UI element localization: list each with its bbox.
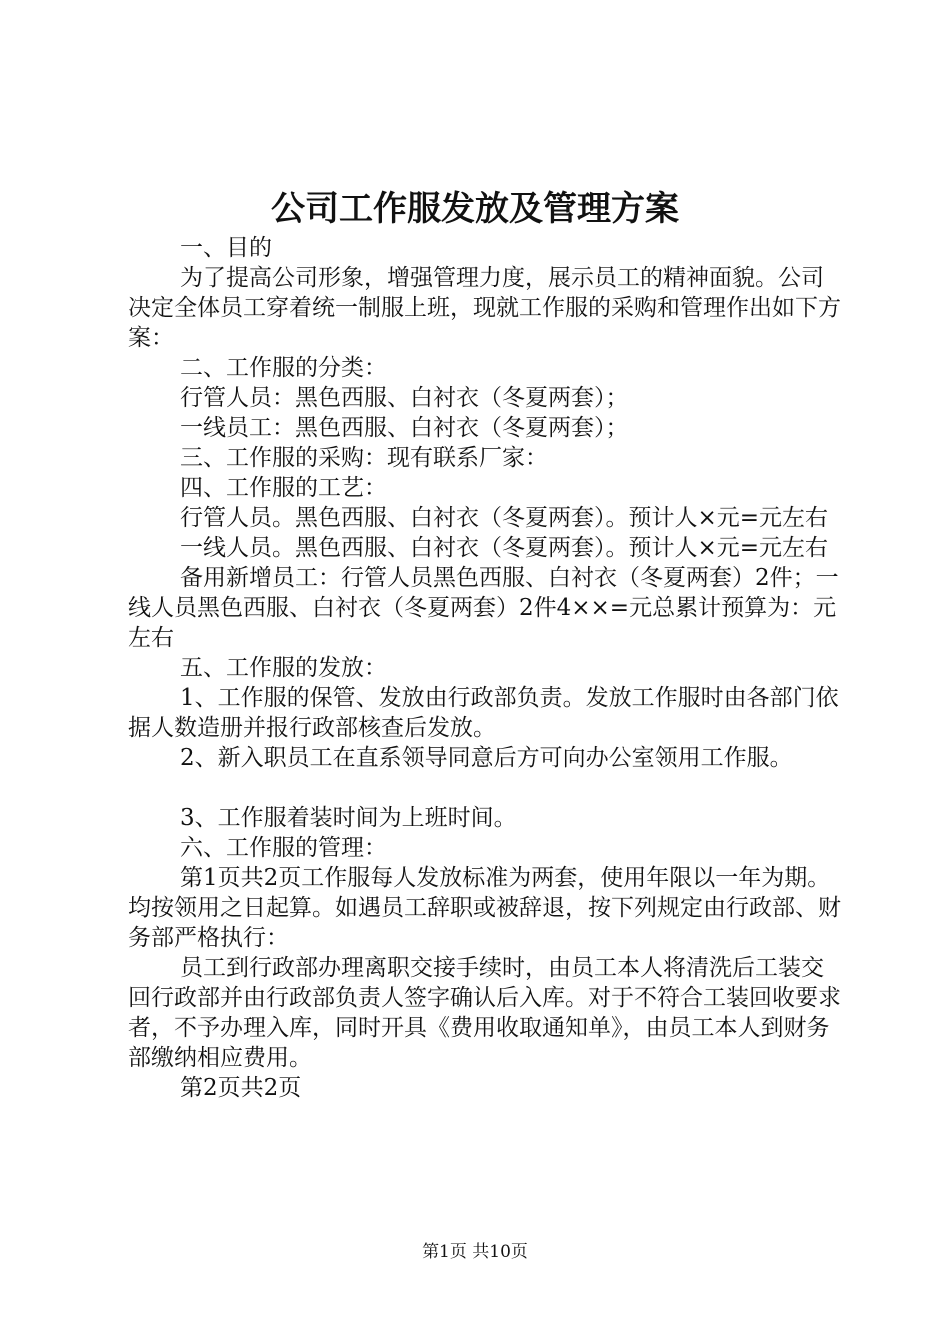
paragraph-frontline-budget: 一线人员。黑色西服、白衬衣（冬夏两套）。预计人×元=元左右	[180, 535, 829, 561]
paragraph-management-standard: 第1页共2页工作服每人发放标准为两套，使用年限以一年为期。均按领用之日起算。如遇员工辞职或被辞退，按下列规定由行政部、财务部严格执行：	[128, 865, 841, 951]
section-heading-craft: 四、工作服的工艺：	[180, 475, 387, 501]
page-footer: 第1页 共10页	[422, 1242, 528, 1262]
blank-line	[128, 773, 843, 803]
paragraph-admin-budget: 行管人员。黑色西服、白衬衣（冬夏两套）。预计人×元=元左右	[180, 505, 829, 531]
document-body	[128, 233, 843, 1103]
paragraph-admin-staff: 行管人员：黑色西服、白衬衣（冬夏两套）；	[180, 385, 629, 411]
paragraph-distribution-2: 2、新入职员工在直系领导同意后方可向办公室领用工作服。	[180, 745, 793, 771]
section-heading-distribution: 五、工作服的发放：	[180, 655, 387, 681]
section-heading-purpose: 一、目的	[180, 235, 272, 261]
paragraph-reserve-budget: 备用新增员工：行管人员黑色西服、白衬衣（冬夏两套）2件；一线人员黑色西服、白衬衣（冬夏两套）2件4××=元总累计预算为：元左右	[128, 565, 839, 651]
paragraph-management-resignation: 员工到行政部办理离职交接手续时，由员工本人将清洗后工装交回行政部并由行政部负责人签字确认后入库。对于不符合工装回收要求者，不予办理入库，同时开具《费用收取通知单》，由员工本人到财务部缴纳相应费用。	[128, 955, 841, 1071]
section-heading-management: 六、工作服的管理：	[180, 835, 387, 861]
paragraph-distribution-3: 3、工作服着装时间为上班时间。	[180, 805, 517, 831]
section-heading-classification: 二、工作服的分类：	[180, 355, 387, 381]
paragraph-frontline-staff: 一线员工：黑色西服、白衬衣（冬夏两套）；	[180, 415, 629, 441]
paragraph-distribution-1: 1、工作服的保管、发放由行政部负责。发放工作服时由各部门依据人数造册并报行政部核查后发放。	[128, 685, 839, 741]
section-heading-procurement: 三、工作服的采购：现有联系厂家：	[180, 445, 548, 471]
paragraph-page-marker: 第2页共2页	[180, 1075, 302, 1101]
paragraph-purpose: 为了提高公司形象，增强管理力度，展示员工的精神面貌。公司决定全体员工穿着统一制服上班，现就工作服的采购和管理作出如下方案：	[128, 265, 841, 351]
document-title: 公司工作服发放及管理方案	[271, 189, 679, 229]
